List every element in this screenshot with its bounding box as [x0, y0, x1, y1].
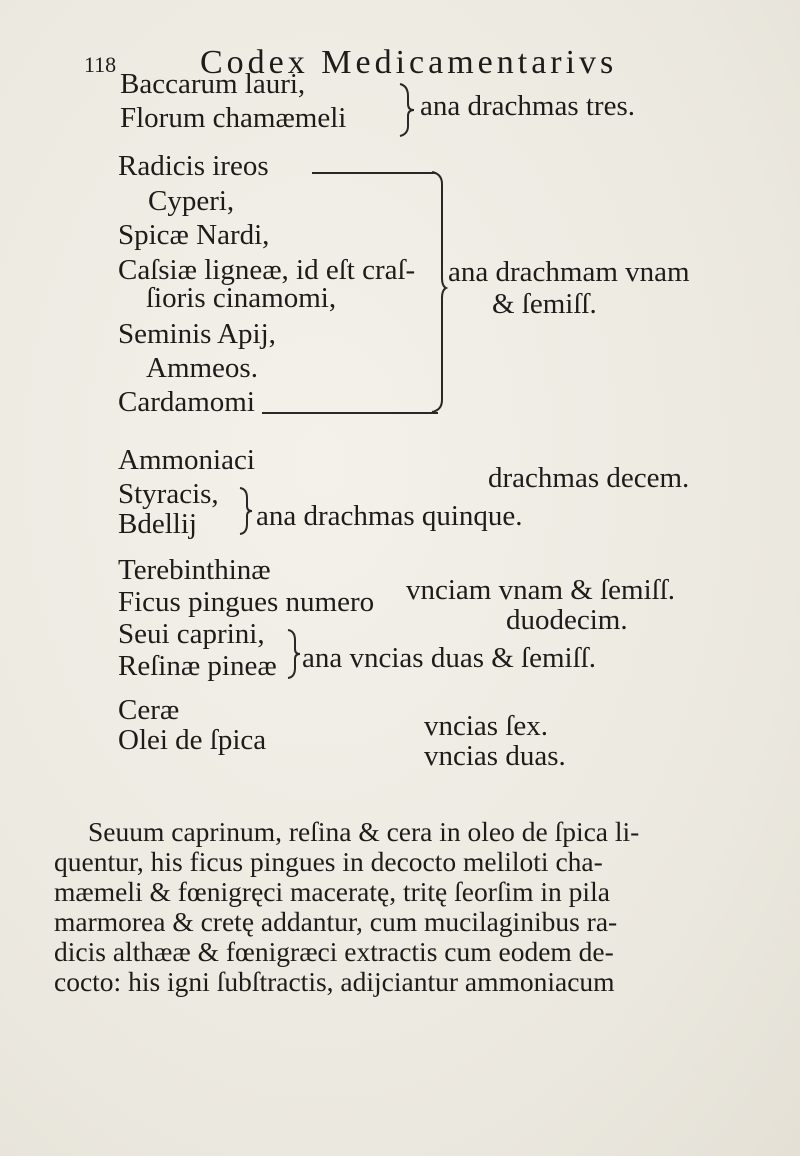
dose-group1: ana drachmas tres.: [420, 90, 635, 122]
ingredient-ammoniaci: Ammoniaci: [118, 444, 255, 476]
dose-ammoniaci: drachmas decem.: [488, 462, 690, 494]
dose-group2-line1: ana drachmam vnam: [448, 256, 690, 288]
ingredient-florum: Florum chamæmeli: [120, 102, 347, 134]
dose-styracis: ana drachmas quinque.: [256, 500, 523, 532]
ingredient-seminis-apij: Seminis Apij,: [118, 318, 276, 350]
dose-ficus: duodecim.: [506, 604, 628, 636]
dose-cerae: vncias ſex.: [424, 710, 549, 742]
ingredient-olei: Olei de ſpica: [118, 724, 267, 756]
ingredient-terebinthinae: Terebinthinæ: [118, 554, 271, 586]
dose-terebinthinae: vnciam vnam & ſemiſſ.: [406, 574, 676, 606]
paragraph-line-6: cocto: his igni ſubſtractis, adijciantur ammoniacum: [54, 966, 615, 997]
paragraph-line-2: quentur, his ficus pingues in decocto meliloti cha-: [54, 846, 603, 877]
ingredient-radicis-ireos: Radicis ireos: [118, 150, 269, 182]
paragraph-line-4: marmorea & cretę addantur, cum mucilaginibus ra-: [54, 906, 618, 937]
ingredient-ammeos: Ammeos.: [146, 352, 258, 384]
running-title: Codex Medicamentarivs: [200, 44, 618, 81]
ingredient-styracis: Styracis,: [118, 478, 219, 510]
leader-line-bottom: [262, 412, 438, 414]
page-number: 118: [84, 52, 117, 77]
ingredient-baccarum: Baccarum lauri,: [120, 68, 306, 100]
dose-group2-line2: & ſemiſſ.: [492, 288, 597, 320]
ingredient-cassiae: Caſsiæ ligneæ, id eſt craſ-: [118, 254, 416, 286]
ingredient-cinamomi: ſioris cinamomi,: [146, 282, 337, 314]
ingredient-cerae: Ceræ: [118, 694, 180, 726]
ingredient-seui-caprini: Seui caprini,: [118, 618, 265, 650]
ingredient-cardamomi: Cardamomi: [118, 386, 255, 418]
dose-olei: vncias duas.: [424, 740, 566, 772]
paragraph-line-5: dicis althææ & fœnigræci extractis cum eodem de-: [54, 936, 614, 967]
paragraph-line-1: Seuum caprinum, reſina & cera in oleo de ſpica li-: [88, 816, 640, 847]
ingredient-bdellij: Bdellij: [118, 508, 197, 540]
dose-resinae: ana vncias duas & ſemiſſ.: [302, 642, 596, 674]
brace-styracis: [238, 486, 254, 536]
paragraph-line-3: mæmeli & fœnigręci maceratę, tritę ſeorſim in pila: [54, 876, 610, 907]
ingredient-spicae-nardi: Spicæ Nardi,: [118, 219, 270, 251]
brace-resinae: [286, 628, 302, 680]
leader-line-top: [312, 172, 436, 174]
brace-group1: [398, 82, 416, 138]
ingredient-cyperi: Cyperi,: [148, 185, 235, 217]
ingredient-resinae-pineae: Reſinæ pineæ: [118, 650, 277, 682]
brace-group2: [430, 168, 448, 416]
ingredient-ficus: Ficus pingues numero: [118, 586, 375, 618]
